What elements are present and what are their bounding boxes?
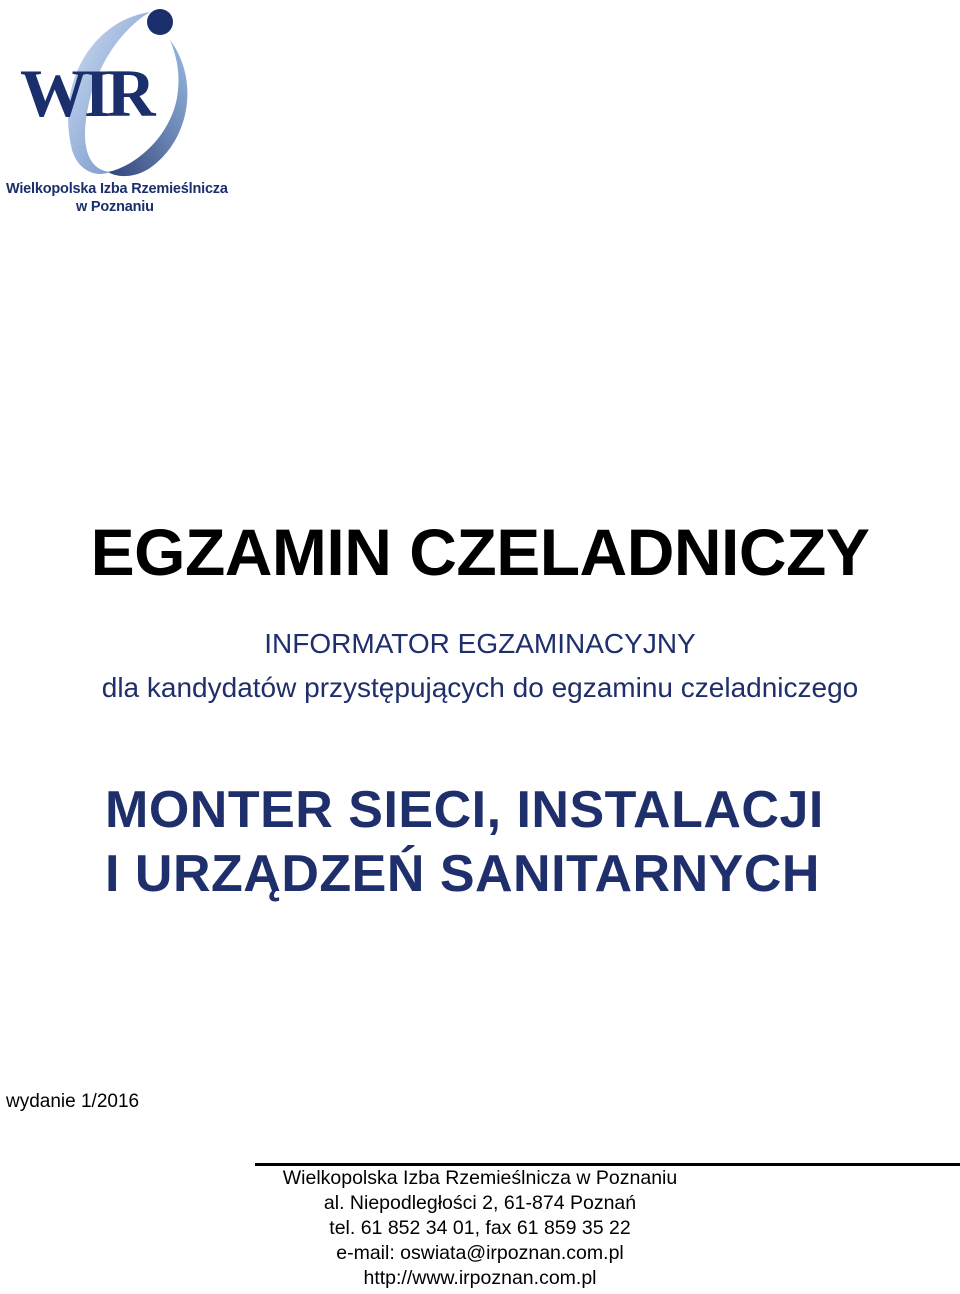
footer-email: e-mail: oswiata@irpoznan.com.pl [336, 1242, 624, 1264]
footer-phone-fax: tel. 61 852 34 01, fax 61 859 35 22 [329, 1217, 631, 1239]
profession-name-line1: MONTER SIECI, INSTALACJI [105, 781, 824, 839]
document-title: EGZAMIN CZELADNICZY [90, 515, 870, 589]
subtitle-informator: INFORMATOR EGZAMINACYJNY [264, 628, 696, 659]
subtitle-audience: dla kandydatów przystępujących do egzaminu czeladniczego [101, 672, 859, 703]
contact-footer [255, 1166, 705, 1291]
logo-caption-line2: w Poznaniu [76, 199, 154, 215]
logo-emblem-icon [0, 0, 240, 180]
footer-organization: Wielkopolska Izba Rzemieślnicza w Poznaniu [282, 1167, 678, 1189]
profession-name-line2: I URZĄDZEŃ SANITARNYCH [105, 845, 820, 903]
organization-logo [0, 0, 240, 225]
logo-caption [6, 180, 228, 216]
svg-text:WIR: WIR [20, 55, 152, 131]
edition-label: wydanie 1/2016 [6, 1091, 140, 1112]
logo-caption-line1: Wielkopolska Izba Rzemieślnicza [6, 181, 228, 197]
footer-address: al. Niepodległości 2, 61-874 Poznań [323, 1192, 637, 1214]
footer-website: http://www.irpoznan.com.pl [363, 1267, 597, 1289]
